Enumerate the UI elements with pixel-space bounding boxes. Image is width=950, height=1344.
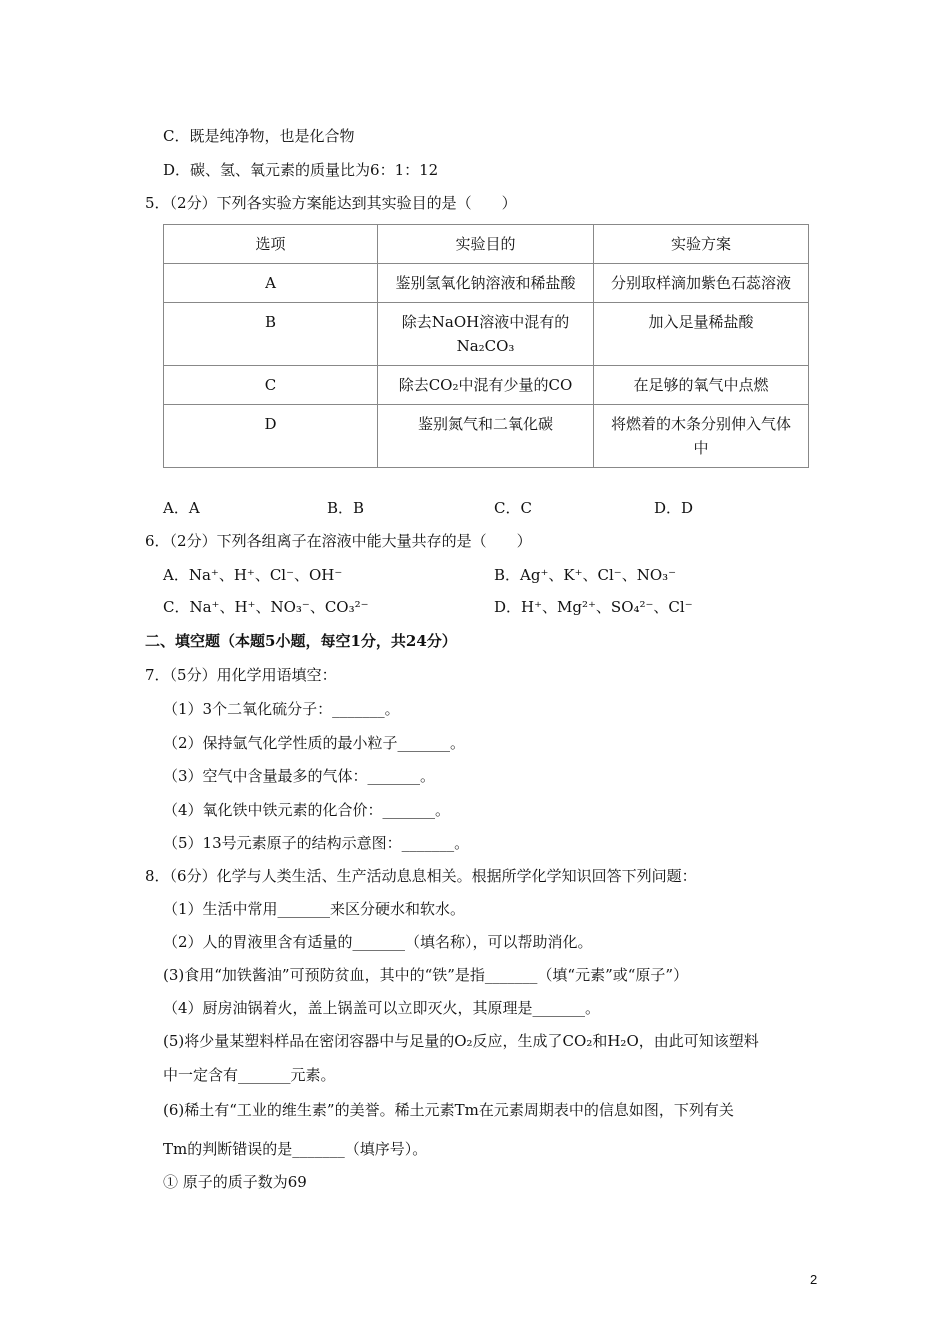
q8-item: （2）人的胃液里含有适量的_______（填名称），可以帮助消化。 [163, 933, 593, 951]
table-cell: C [164, 366, 378, 405]
q6-option-c: C．Na⁺、H⁺、NO₃⁻、CO₃²⁻ [163, 598, 369, 616]
table-cell: A [164, 264, 378, 303]
section-heading: 二、填空题（本题5小题，每空1分，共24分） [145, 632, 457, 650]
table-header-row [164, 225, 809, 264]
q4-option-d: D．碳、氢、氧元素的质量比为6：1：12 [163, 161, 439, 179]
q4-option-c: C．既是纯净物，也是化合物 [163, 127, 355, 145]
q6-stem: 6．（2分）下列各组离子在溶液中能大量共存的是（ ） [145, 532, 532, 550]
q6-option-b: B．Ag⁺、K⁺、Cl⁻、NO₃⁻ [494, 566, 677, 584]
table-cell: B [164, 303, 378, 366]
q5-stem: 5．（2分）下列各实验方案能达到其实验目的是（ ） [145, 194, 517, 212]
q6-option-a: A．Na⁺、H⁺、Cl⁻、OH⁻ [163, 566, 343, 584]
q5-option-d: D．D [654, 499, 694, 517]
q7-item: （1）3个二氧化硫分子：_______。 [163, 700, 400, 718]
header-cell: 实验目的 [378, 225, 594, 264]
table-cell: 分别取样滴加紫色石蕊溶液 [594, 264, 809, 303]
q8-item: (3)食用“加铁酱油”可预防贫血，其中的“铁”是指_______（填“元素”或“原子”） [163, 966, 689, 984]
q7-item: （2）保持氩气化学性质的最小粒子_______。 [163, 734, 466, 752]
table-row [164, 366, 809, 405]
q8-item: （1）生活中常用_______来区分硬水和软水。 [163, 900, 466, 918]
table-row [164, 405, 809, 468]
q8-item: 中一定含有_______元素。 [163, 1066, 336, 1084]
q5-table [163, 224, 809, 468]
table-cell: D [164, 405, 378, 468]
q8-item: （4）厨房油锅着火，盖上锅盖可以立即灭火，其原理是_______。 [163, 999, 601, 1017]
table-cell: 鉴别氢氧化钠溶液和稀盐酸 [378, 264, 594, 303]
q5-option-a: A．A [163, 499, 200, 517]
q8-item: Tm的判断错误的是_______（填序号）。 [163, 1140, 428, 1158]
q6-option-d: D．H⁺、Mg²⁺、SO₄²⁻、Cl⁻ [494, 598, 693, 616]
table-cell: 加入足量稀盐酸 [594, 303, 809, 366]
q8-item: (6)稀土有“工业的维生素”的美誉。稀土元素Tm在元素周期表中的信息如图，下列有关 [163, 1101, 734, 1119]
header-cell: 选项 [164, 225, 378, 264]
q7-stem: 7．（5分）用化学用语填空： [145, 666, 337, 684]
q8-item: ① 原子的质子数为69 [163, 1173, 307, 1191]
header-cell: 实验方案 [594, 225, 809, 264]
q7-item: （4）氧化铁中铁元素的化合价：_______。 [163, 801, 451, 819]
q7-item: （5）13号元素原子的结构示意图：_______。 [163, 834, 470, 852]
table-cell: 在足够的氧气中点燃 [594, 366, 809, 405]
q7-item: （3）空气中含量最多的气体：_______。 [163, 767, 436, 785]
table-cell: 除去NaOH溶液中混有的Na₂CO₃ [378, 303, 594, 366]
page-number: 2 [810, 1272, 818, 1287]
q8-stem: 8．（6分）化学与人类生活、生产活动息息相关。根据所学化学知识回答下列问题： [145, 867, 697, 885]
table-row [164, 303, 809, 366]
table-cell: 鉴别氮气和二氧化碳 [378, 405, 594, 468]
table-row [164, 264, 809, 303]
table-cell: 除去CO₂中混有少量的CO [378, 366, 594, 405]
q8-item: (5)将少量某塑料样品在密闭容器中与足量的O₂反应，生成了CO₂和H₂O，由此可知该塑料 [163, 1032, 759, 1050]
q5-option-c: C．C [494, 499, 532, 517]
table-cell: 将燃着的木条分别伸入气体中 [594, 405, 809, 468]
q5-option-b: B．B [327, 499, 365, 517]
